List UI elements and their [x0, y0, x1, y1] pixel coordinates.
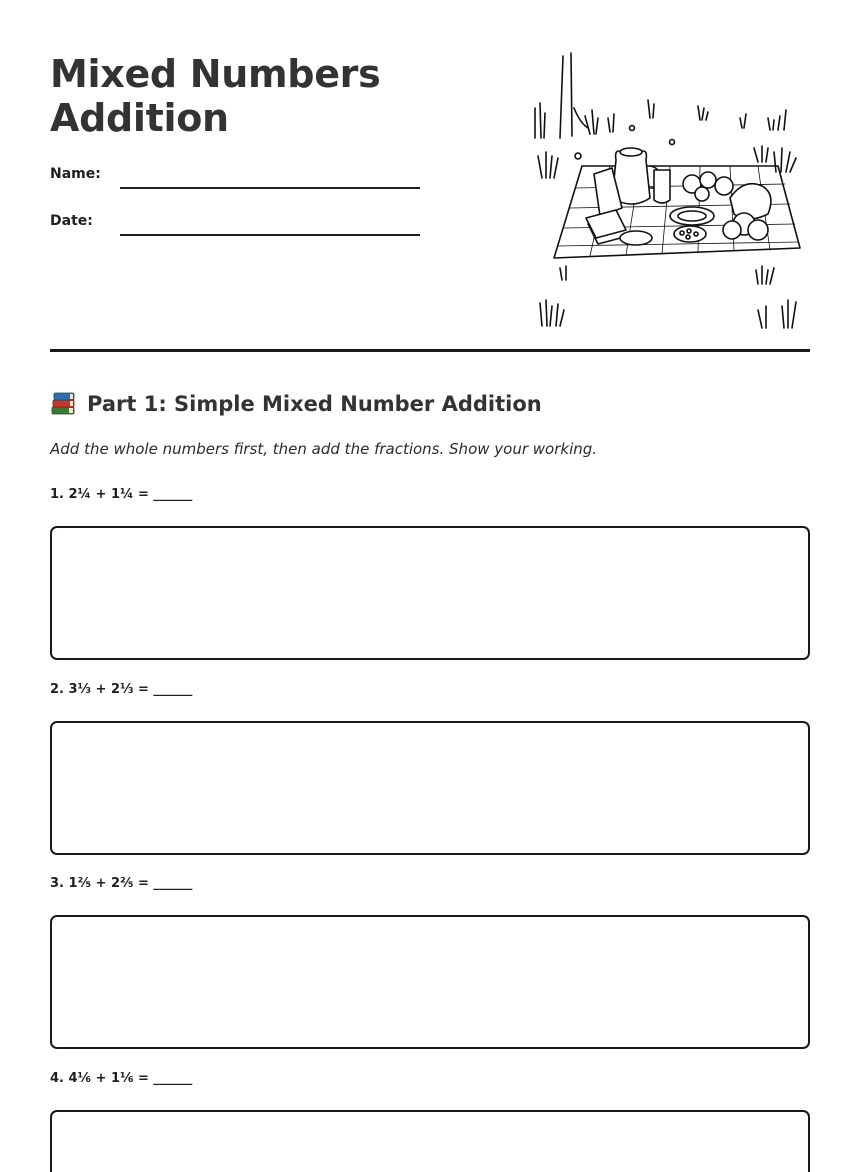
- question-1: [50, 486, 810, 504]
- question-3: [50, 875, 810, 893]
- answer-box[interactable]: [50, 915, 810, 1049]
- name-line[interactable]: [120, 187, 420, 189]
- answer-box[interactable]: [50, 721, 810, 855]
- question-label: 3. 1⅖ + 2⅖ = ______: [50, 876, 193, 891]
- part1-heading: [50, 388, 542, 420]
- answer-box[interactable]: [50, 526, 810, 660]
- name-field[interactable]: [50, 164, 420, 188]
- worksheet-page: [50, 0, 810, 1086]
- title-line-2: Addition: [50, 96, 229, 140]
- answer-box[interactable]: [50, 1110, 810, 1172]
- picnic-illustration: [530, 48, 810, 338]
- part1-instructions: Add the whole numbers first, then add the fractions. Show your working.: [50, 440, 598, 458]
- part1-title: Part 1: Simple Mixed Number Addition: [87, 392, 542, 416]
- question-label: 4. 4⅙ + 1⅙ = ______: [50, 1071, 193, 1086]
- question-4: [50, 1070, 810, 1088]
- name-label: Name:: [50, 166, 101, 182]
- title-line-1: Mixed Numbers: [50, 52, 381, 96]
- date-field[interactable]: [50, 211, 420, 235]
- worksheet-title: [50, 52, 380, 140]
- question-label: 1. 2¼ + 1¼ = ______: [50, 487, 193, 502]
- date-label: Date:: [50, 213, 93, 229]
- books-icon: [50, 390, 78, 418]
- date-line[interactable]: [120, 234, 420, 236]
- question-label: 2. 3⅓ + 2⅓ = ______: [50, 682, 193, 697]
- worksheet-header: [50, 0, 810, 350]
- question-2: [50, 681, 810, 699]
- header-divider: [50, 349, 810, 352]
